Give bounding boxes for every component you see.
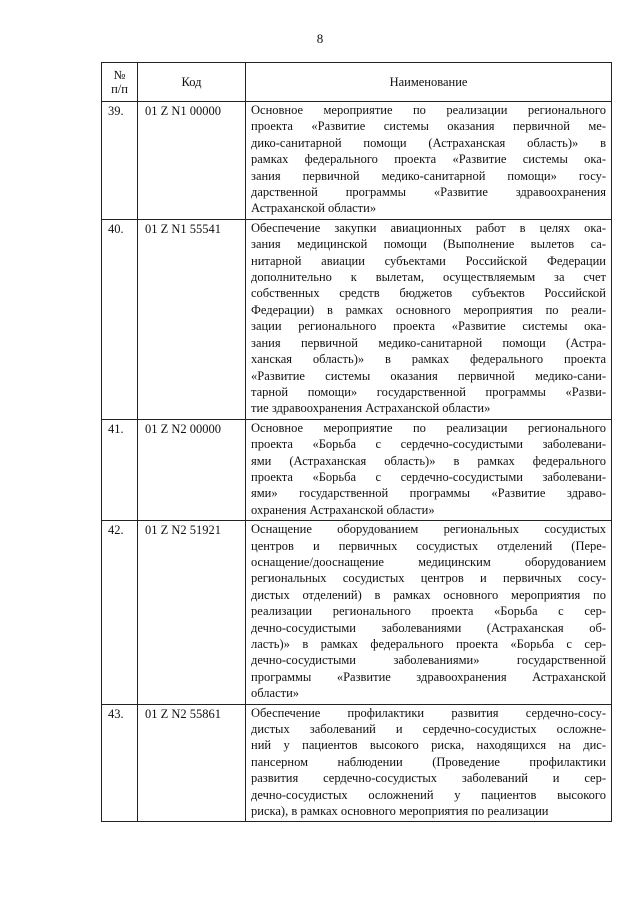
- row-name: [246, 521, 612, 704]
- row-number: 42.: [102, 521, 138, 704]
- row-name-line: рамках федерального проекта «Развитие системы ока-: [251, 152, 606, 167]
- row-name-line: дечно-сосудистых осложнений у пациентов высокого: [251, 787, 606, 802]
- row-name-line: «Развитие системы оказания первичной медико-сани-: [251, 368, 606, 383]
- row-name-line: тие здравоохранения Астраханской области»: [251, 401, 491, 416]
- row-code: 01 Z N1 55541: [138, 219, 246, 419]
- row-name-line: Основное мероприятие по реализации регионального: [251, 420, 606, 435]
- row-name-line: дистых отделений) в рамках основного мероприятия по: [251, 587, 606, 602]
- table-row: [102, 102, 612, 220]
- header-num: [102, 63, 138, 102]
- row-name-line: программы «Развитие здравоохранения Астраханской: [251, 669, 606, 684]
- row-name-line: дополнительно к вылетам, осуществляемым за счет: [251, 270, 606, 285]
- header-code: Код: [138, 63, 246, 102]
- row-name-line: Оснащение оборудованием региональных сосудистых: [251, 522, 606, 537]
- row-name-line: ями» государственной программы «Развитие здраво-: [251, 486, 606, 501]
- row-code: 01 Z N1 00000: [138, 102, 246, 220]
- table-header-row: [102, 63, 612, 102]
- row-name-line: зания медицинской помощи (Выполнение вылетов са-: [251, 237, 606, 252]
- row-name-line: оснащение/дооснащение медицинским оборудованием: [251, 554, 606, 569]
- table-row: [102, 704, 612, 822]
- row-name-line: Основное мероприятие по реализации регионального: [251, 103, 606, 117]
- row-name-line: развития сердечно-сосудистых заболеваний и сер-: [251, 771, 606, 786]
- table-row: [102, 521, 612, 704]
- row-name-line: ханская область)» в рамках федерального проекта: [251, 352, 606, 367]
- row-name-line: проекта «Борьба с сердечно-сосудистыми заболевани-: [251, 469, 606, 484]
- table-row: [102, 419, 612, 520]
- row-name: [246, 419, 612, 520]
- row-name-line: дечно-сосудистыми заболеваниями (Астраханская об-: [251, 620, 606, 635]
- row-name-line: риска), в рамках основного мероприятия по реализации: [251, 804, 549, 819]
- table-row: [102, 219, 612, 419]
- row-name-line: собственных средств бюджетов субъектов Российской: [251, 286, 606, 301]
- row-name-line: реализации регионального проекта «Борьба с сер-: [251, 604, 606, 619]
- row-name-line: зации регионального проекта «Развитие системы ока-: [251, 319, 606, 334]
- row-name-line: центров и первичных сосудистых отделений (Пере-: [251, 538, 606, 553]
- row-name-line: тарной помощи» государственной программы «Разви-: [251, 384, 606, 399]
- row-name: [246, 219, 612, 419]
- page-number: 8: [316, 31, 324, 46]
- header-num-line1: №: [113, 68, 126, 82]
- row-name: [246, 102, 612, 220]
- row-number: 41.: [102, 419, 138, 520]
- row-name-line: зания первичной медико-санитарной помощи (Астра-: [251, 335, 606, 350]
- row-name: [246, 704, 612, 822]
- header-name: Наименование: [246, 63, 612, 102]
- row-name-line: нитарной авиации субъектами Российской Федерации: [251, 253, 606, 268]
- row-name-line: ями (Астраханская область)» в рамках федерального: [251, 453, 606, 468]
- row-name-line: дарственной программы «Развитие здравоохранения: [251, 185, 606, 200]
- row-name-line: проекта «Развитие системы оказания первичной ме-: [251, 119, 606, 134]
- row-code: 01 Z N2 55861: [138, 704, 246, 822]
- row-name-line: пансерном наблюдении (Проведение профилактики: [251, 754, 606, 769]
- row-name-line: области»: [251, 686, 300, 701]
- table-body: [102, 102, 612, 822]
- row-code: 01 Z N2 00000: [138, 419, 246, 520]
- row-name-line: проекта «Борьба с сердечно-сосудистыми заболевани-: [251, 437, 606, 452]
- row-name-line: Федерации) в рамках основного мероприятия по реали-: [251, 302, 606, 317]
- row-number: 40.: [102, 219, 138, 419]
- row-name-line: охранения Астраханской области»: [251, 502, 435, 517]
- row-name-line: региональных сосудистых центров и первичных сосу-: [251, 571, 606, 586]
- row-name-line: дистых заболеваний и сердечно-сосудистых осложне-: [251, 722, 606, 737]
- row-name-line: Обеспечение профилактики развития сердечно-сосу-: [251, 705, 606, 720]
- row-number: 43.: [102, 704, 138, 822]
- row-name-line: ний у пациентов высокого риска, находящихся на дис-: [251, 738, 606, 753]
- row-name-line: Обеспечение закупки авиационных работ в целях ока-: [251, 220, 606, 235]
- row-number: 39.: [102, 102, 138, 220]
- budget-code-table: [101, 62, 612, 822]
- row-name-line: Астраханской области»: [251, 201, 377, 216]
- row-name-line: дико-санитарной помощи (Астраханская область)» в: [251, 135, 606, 150]
- row-name-line: зания первичной медико-санитарной помощи» госу-: [251, 168, 606, 183]
- header-num-line2: п/п: [111, 82, 128, 96]
- row-name-line: ласть)» в рамках федерального проекта «Борьба с сер-: [251, 637, 606, 651]
- row-code: 01 Z N2 51921: [138, 521, 246, 704]
- row-name-line: дечно-сосудистыми заболеваниями» государственной: [251, 653, 606, 668]
